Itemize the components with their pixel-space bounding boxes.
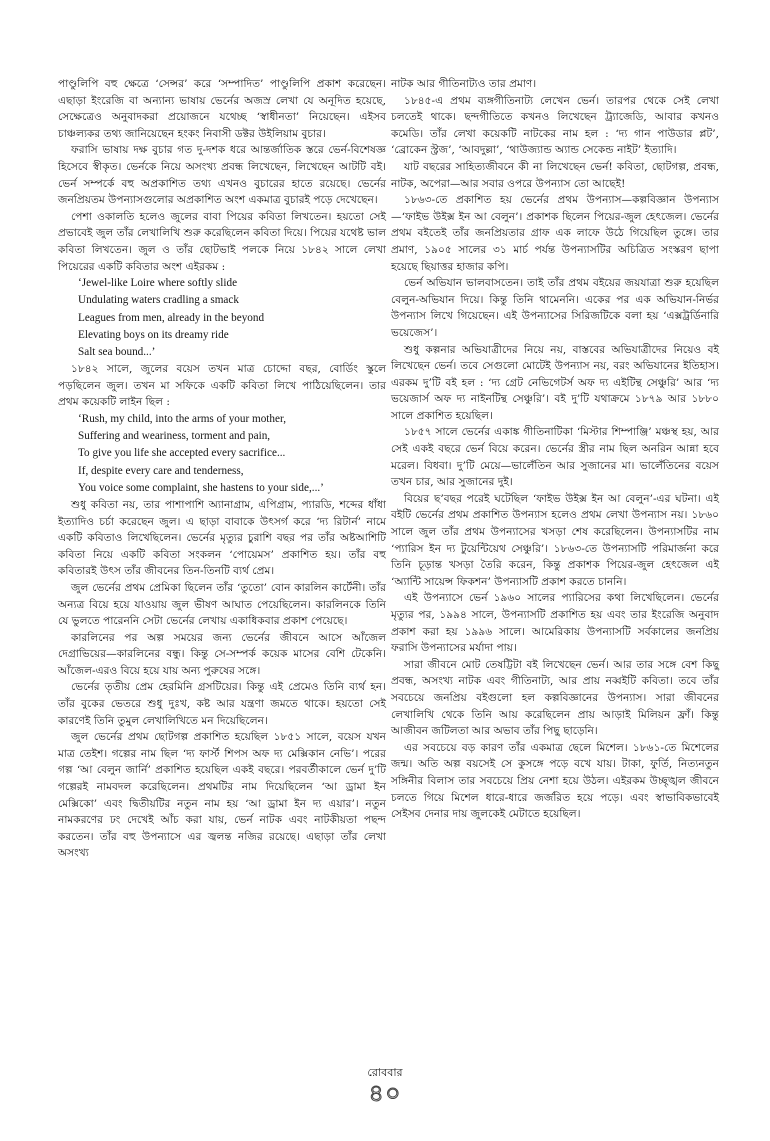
paragraph: শুধু কবিতা নয়, তার পাশাপাশি অ্যানাগ্রাম, এপিগ্রাম, প্যারডি, শব্দের ধাঁধা ইত্যাদিও চর্চা করেছেন জুল। এ ছাড়া বাবাকে উৎসর্গ করে ‘দ্য রিটার্ন’ নামে একটি কবিতাও লিখেছিলেন। ভের্নের মৃত্যুর চুরাশি বছর পর তাঁর অষ্টআশিটি কবিতা নিয়ে একটি কবিতা সংকলন ‘পোয়েমস’ প্রকাশিত হয়। তাঁর বহু কবিতারই উৎস তাঁর জীবনের তিন-তিনটি ব্যর্থ প্রেম। (58, 498, 386, 578)
poem-line: You voice some complaint, she hastens to your side,...’ (78, 481, 324, 494)
poem-excerpt (78, 411, 386, 497)
paragraph: বিয়ের ছ’বছর পরেই ঘটেছিল ‘ফাইভ উইক্স ইন আ বেলুন’-এর ঘটনা। এই বইটি ভের্নের প্রথম প্রকাশিত উপন্যাস হলেও প্রথম লেখা উপন্যাস নয়। ১৮৬০ সালে জুল তাঁর প্রথম উপন্যাসের খসড়া শেষ করেছিলেন। উপন্যাসটির নাম ‘প্যারিস ইন দ্য টুয়েন্টিয়েথ সেঞ্চুরি’। ১৮৬৩-তে উপন্যাসটি পরিমার্জনা করে তিনি চূড়ান্ত খসড়া তৈরি করেন, কিন্তু প্রকাশক পিয়ের-জুল হেৎজেল এই ‘অ্যান্টি সায়েন্স ফিকশন’ উপন্যাসটি প্রকাশ করতে চাননি। (391, 492, 719, 588)
paragraph: ভের্নের তৃতীয় প্রেম হেরমিনি গ্রসটিয়ের। কিন্তু এই প্রেমেও তিনি ব্যর্থ হন। তাঁর বুকের ভেতরে শুধু দুঃখ, কষ্ট আর যন্ত্রণা জমতে থাকে। হয়তো সেই কারণেই তিনি তুমুল লেখালিখিতে মন দিয়েছিলেন। (58, 681, 386, 727)
article-column-left (58, 76, 386, 862)
paragraph: পাণ্ডুলিপি বহু ক্ষেত্রে ‘সেন্সর’ করে ‘সম্পাদিত’ পাণ্ডুলিপি প্রকাশ করেছেন। এছাড়া ইংরেজি বা অন্যান্য ভাষায় ভের্নের অজস্র লেখা যে অনূদিত হয়েছে, সেক্ষেত্রেও অনুবাদকরা প্রয়োজনে যথেচ্ছ ‘স্বাধীনতা’ নিয়েছেন। এইসব চাঞ্চল্যকর তথ্য জানিয়েছেন হংকং নিবাসী ডক্টর উইলিয়াম বুচার। (58, 78, 386, 140)
magazine-name: রোববার (367, 1066, 403, 1079)
paragraph: ভের্ন অভিযান ভালবাসতেন। তাই তাঁর প্রথম বইয়ের জয়যাত্রা শুরু হয়েছিল বেলুন-অভিযান দিয়ে। কিন্তু তিনি থামেননি। একের পর এক অভিযান-নির্ভর উপন্যাস লিখে গিয়েছেন। এই উপন্যাসের সিরিজটিকে বলা হয় ‘এক্সট্রর্ডিনারি ভয়েজেস’। (391, 277, 719, 339)
poem-line: Leagues from men, already in the beyond (78, 311, 265, 324)
paragraph: ১৮৫৭ সালে ভের্নের একাঙ্ক গীতিনাটিকা ‘মিস্টার শিম্পাঞ্জি’ মঞ্চস্থ হয়, আর সেই একই বছরে ভের্ন বিয়ে করেন। ভের্নের স্ত্রীর নাম ছিল অনরিন আন্না হবে মরেল। বিধবা। দু’টি মেয়ে—ভালেঁতিন আর সুজানের মা। ভালেঁতিনের বয়েস তখন চার, আর সুজানের দুই। (391, 426, 719, 489)
poem-line: If, despite every care and tenderness, (78, 464, 244, 477)
poem-line: To give you life she accepted every sacrifice... (78, 447, 286, 460)
poem-line: ‘Rush, my child, into the arms of your mother, (78, 412, 287, 425)
paragraph: এর সবচেয়ে বড় কারণ তাঁর একমাত্র ছেলে মিশেল। ১৮৬১-তে মিশেলের জন্ম। অতি অল্প বয়সেই সে কুসঙ্গে পড়ে বখে যায়। টাকা, ফুর্তি, নিত্যনতুন সঙ্গিনীর বিলাস তার সবচেয়ে প্রিয় নেশা হয়ে উঠল। এইরকম উচ্ছৃঙ্খল জীবনে চলতে গিয়ে মিশেল ধারে-ধারে জর্জরিত হয়ে পড়ে। এবং স্বাভাবিকভাবেই সেইসব দেনার দায় জুলকেই মেটাতে হয়েছিল। (391, 741, 719, 821)
poem-excerpt (78, 275, 386, 361)
paragraph: ফরাসি ভাষায় দক্ষ বুচার গত দু-দশক ধরে আন্তর্জাতিক স্তরে ভের্ন-বিশেষজ্ঞ হিসেবে স্বীকৃত। ভের্নকে নিয়ে অসংখ্য প্রবন্ধ লিখেছেন, লিখেছেন আটটি বই। ভের্ন সম্পর্কে বহু অপ্রকাশিত তথ্য এখনও বুচারের হাতে রয়েছে। ভের্নের জনপ্রিয়তম উপন্যাসগুলোর অপ্রকাশিত অংশ একমাত্র বুচারই পড়ে দেখেছেন। (58, 144, 386, 207)
paragraph: পেশা ওকালতি হলেও জুলের বাবা পিয়ের কবিতা লিখতেন। হয়তো সেই প্রভাবেই জুল তাঁর লেখালিখি শুরু করেছিলেন কবিতা দিয়ে। পিয়ের যথেষ্ট ভাল কবিতা লিখতেন। জুল ও তাঁর ছোটভাই পলকে নিয়ে ১৮৪২ সালে লেখা পিয়েরের একটি কবিতার অংশ এইরকম : (58, 210, 386, 273)
paragraph: কারলিনের পর অল্প সময়ের জন্য ভের্নের জীবনে আসে আঁজেল দেগ্রাভিয়ের—কারলিনের বন্ধু। কিন্তু সে-সম্পর্ক কয়েক মাসের বেশি টেকেনি। আঁজেল-এরও বিয়ে হয়ে যায় অন্য পুরুষের সঙ্গে। (58, 631, 386, 677)
paragraph: শুধু কল্পনার অভিযাত্রীদের নিয়ে নয়, বাস্তবের অভিযাত্রীদের নিয়েও বই লিখেছেন ভের্ন। তবে সেগুলো মোটেই উপন্যাস নয়, বরং অভিযানের ইতিহাস। এরকম দু’টি বই হল : ‘দ্য গ্রেট নেভিগেটর্স অফ দ্য এইটিন্থ সেঞ্চুরি’ আর ‘দ্য ভয়েজার্স অফ দ্য নাইনটিন্থ সেঞ্চুরি’। বই দু’টি যথাক্রমে ১৮৭৯ আর ১৮৮০ সালে প্রকাশিত হয়েছিল। (391, 343, 719, 422)
paragraph: জুল ভের্নের প্রথম ছোটগল্প প্রকাশিত হয়েছিল ১৮৫১ সালে, বয়েস যখন মাত্র তেইশ। গল্পের নাম ছিল ‘দ্য ফার্স্ট শিপস অফ দ্য মেক্সিকান নেভি’। পরের গল্প ‘আ বেলুন জার্নি’ প্রকাশিত হয়েছিল একই বছরে। পরবর্তীকালে ভের্ন দু’টি গল্পেরই নামবদল করেছিলেন। প্রথমটির নাম দিয়েছিলেন ‘আ ড্রামা ইন মেক্সিকো’ এবং দ্বিতীয়টির নতুন নাম হয় ‘আ ড্রামা ইন দ্য এয়ার’। নতুন নামকরণের ঢং দেখেই আঁচ করা যায়, ভের্ন নাটক এবং নাটকীয়তা পছন্দ করতেন। তাঁর বহু উপন্যাসে এর জ্বলন্ত নজির রয়েছে। এছাড়া তাঁর লেখা অসংখ্য (58, 731, 386, 860)
paragraph: ১৮৬৩-তে প্রকাশিত হয় ভের্নের প্রথম উপন্যাস—কল্পবিজ্ঞান উপন্যাস—‘ফাইভ উইক্স ইন আ বেলুন’। প্রকাশক ছিলেন পিয়ের-জুল হেৎজেল। ভের্নের প্রথম বইতেই তাঁর জনপ্রিয়তার গ্রাফ এক লাফে উঠে গিয়েছিল তুঙ্গে। তার প্রমাণ, ১৯০৫ সালের ৩১ মার্চ পর্যন্ত উপন্যাসটির অচিত্রিত সংস্করণ ছাপা হয়েছে ছিয়াত্তর হাজার কপি। (391, 194, 719, 273)
paragraph: সারা জীবনে মোট তেষট্টিটা বই লিখেছেন ভের্ন। আর তার সঙ্গে বেশ কিছু প্রবন্ধ, অসংখ্য নাটক এবং গীতিনাট্য, আর প্রায় নব্বইটি কবিতা। তবে তাঁর সবচেয়ে জনপ্রিয় বইগুলো হল কল্পবিজ্ঞানের উপন্যাস। সারা জীবনের লেখালিখি থেকে তিনি আয় করেছিলেন প্রায় আড়াই মিলিয়ন ফ্রাঁ। কিন্তু আজীবন জটিলতা আর অভাব তাঁর পিছু ছাড়েনি। (391, 658, 719, 738)
poem-line: ‘Jewel-like Loire where softly slide (78, 277, 238, 290)
paragraph: ১৮৪৫-এ প্রথম ব্যঙ্গগীতিনাট্য লেখেন ভের্ন। তারপর থেকে সেই লেখা চলতেই থাকে। ছন্দগীতিতে কখনও লিখেছেন ট্র্যাজেডি, আবার কখনও কমেডি। তাঁর লেখা কয়েকটি নাটকের নাম হল : ‘দ্য গান পাউডার প্লট’, ‘ব্রোকেন স্ট্রজ’, ‘আবদুল্লা’, ‘থাউজ্যান্ড অ্যান্ড সেকেন্ড নাইট’ ইত্যাদি। (391, 94, 719, 157)
poem-line: Elevating boys on its dreamy ride (78, 328, 229, 341)
poem-line: Salt sea bound...’ (78, 345, 156, 358)
paragraph: ১৮৪২ সালে, জুলের বয়েস তখন মাত্র চোদ্দো বছর, বোর্ডিং স্কুলে পড়ছিলেন জুল। তখন মা সফিকে একটি কবিতা লিখে পাঠিয়েছিলেন। তার প্রথম কয়েকটি লাইন ছিল : (58, 363, 386, 409)
paragraph: নাটক আর গীতিনাট্যও তার প্রমাণ। (391, 78, 537, 90)
paragraph: যাট বছরের সাহিত্যজীবনে কী না লিখেছেন ভের্ন! কবিতা, ছোটগল্প, প্রবন্ধ, নাটক, অপেরা—আর সবার ওপরে উপন্যাস তো আছেই! (391, 160, 719, 190)
paragraph: এই উপন্যাসে ভের্ন ১৯৬০ সালের প্যারিসের কথা লিখেছিলেন। ভের্নের মৃত্যুর পর, ১৯৯৪ সালে, উপন্যাসটি প্রকাশিত হয় এবং তার ইংরেজি অনুবাদ প্রকাশ করা হয় ১৯৯৬ সালে। আমেরিকায় উপন্যাসটি সর্বকালের জনপ্রিয় ফরাসি উপন্যাসের মর্যাদা পায়। (391, 592, 719, 655)
poem-line: Suffering and weariness, torment and pain, (78, 430, 271, 443)
page-number: ৪০ (368, 1079, 402, 1107)
article-column-right (391, 76, 719, 823)
paragraph: জুল ভের্নের প্রথম প্রেমিকা ছিলেন তাঁর ‘তুতো’ বোন কারলিন কার্টেনী। তাঁর অন্যত্র বিয়ে হয়ে যাওয়ায় জুল ভীষণ আঘাত পেয়েছিলেন। কারলিনকে তিনি যে ভুলতে পারেননি সেটা ভের্নের লেখায় একাধিকবার প্রকাশ পেয়েছে। (58, 581, 386, 628)
poem-line: Undulating waters cradling a smack (78, 294, 239, 307)
page-footer (0, 1066, 770, 1106)
